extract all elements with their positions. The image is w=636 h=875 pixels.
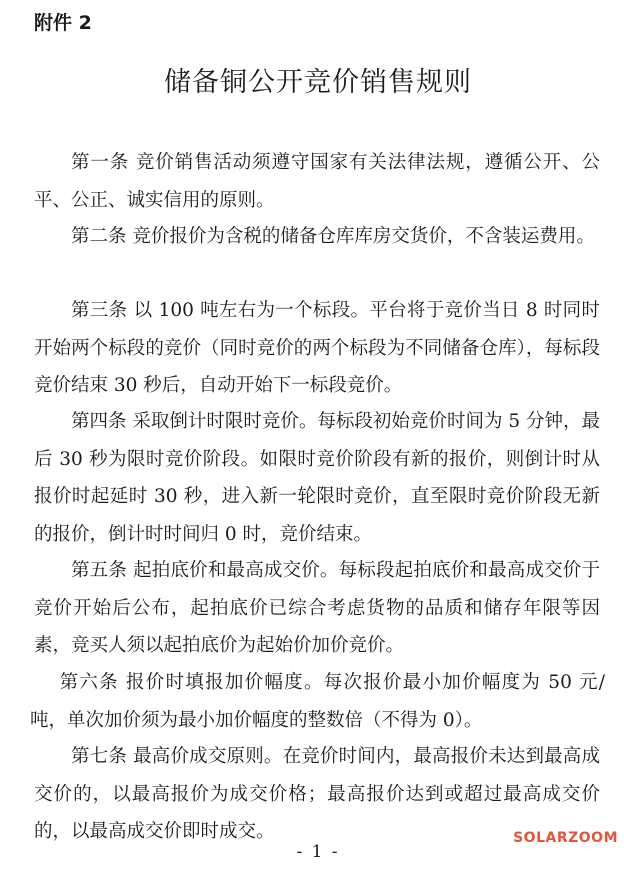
article-1: 第一条 竞价销售活动须遵守国家有关法律法规，遵循公开、公平、公正、诚实信用的原则。	[34, 152, 600, 211]
article-7: 第七条 最高价成交原则。在竞价时间内，最高报价未达到最高成交价的，以最高报价为成交价格；最高报价达到或超过最高成交价的，以最高成交价即时成交。	[34, 746, 600, 842]
attachment-label: 附件 2	[34, 12, 92, 34]
article-2: 第二条 竞价报价为含税的储备仓库库房交货价，不含装运费用。	[71, 226, 595, 247]
article-5: 第五条 起拍底价和最高成交价。每标段起拍底价和最高成交价于竞价开始后公布，起拍底价已综合考虑货物的品质和储存年限等因素，竞买人须以起拍底价为起始价加价竞价。	[34, 560, 600, 656]
page-number: - 1 -	[296, 842, 340, 862]
article-3: 第三条 以 100 吨左右为一个标段。平台将于竞价当日 8 时同时开始两个标段的竞价（同时竞价的两个标段为不同储备仓库），每标段竞价结束 30 秒后，自动开始下一标段竞价。	[34, 300, 600, 396]
article-4: 第四条 采取倒计时限时竞价。每标段初始竞价时间为 5 分钟，最后 30 秒为限时竞价阶段。如限时竞价阶段有新的报价，则倒计时从报价时起延时 30 秒，进入新一轮限时竞价，直至限时竞价阶段无新的报价，倒计时时间归 0 时，竞价结束。	[34, 411, 600, 545]
document-title: 储备铜公开竞价销售规则	[164, 67, 472, 98]
article-6: 第六条 报价时填报加价幅度。每次报价最小加价幅度为 50 元/吨，单次加价须为最小加价幅度的整数倍（不得为 0）。	[30, 672, 605, 731]
solarzoom-watermark: SOLARZOOM	[513, 830, 618, 846]
